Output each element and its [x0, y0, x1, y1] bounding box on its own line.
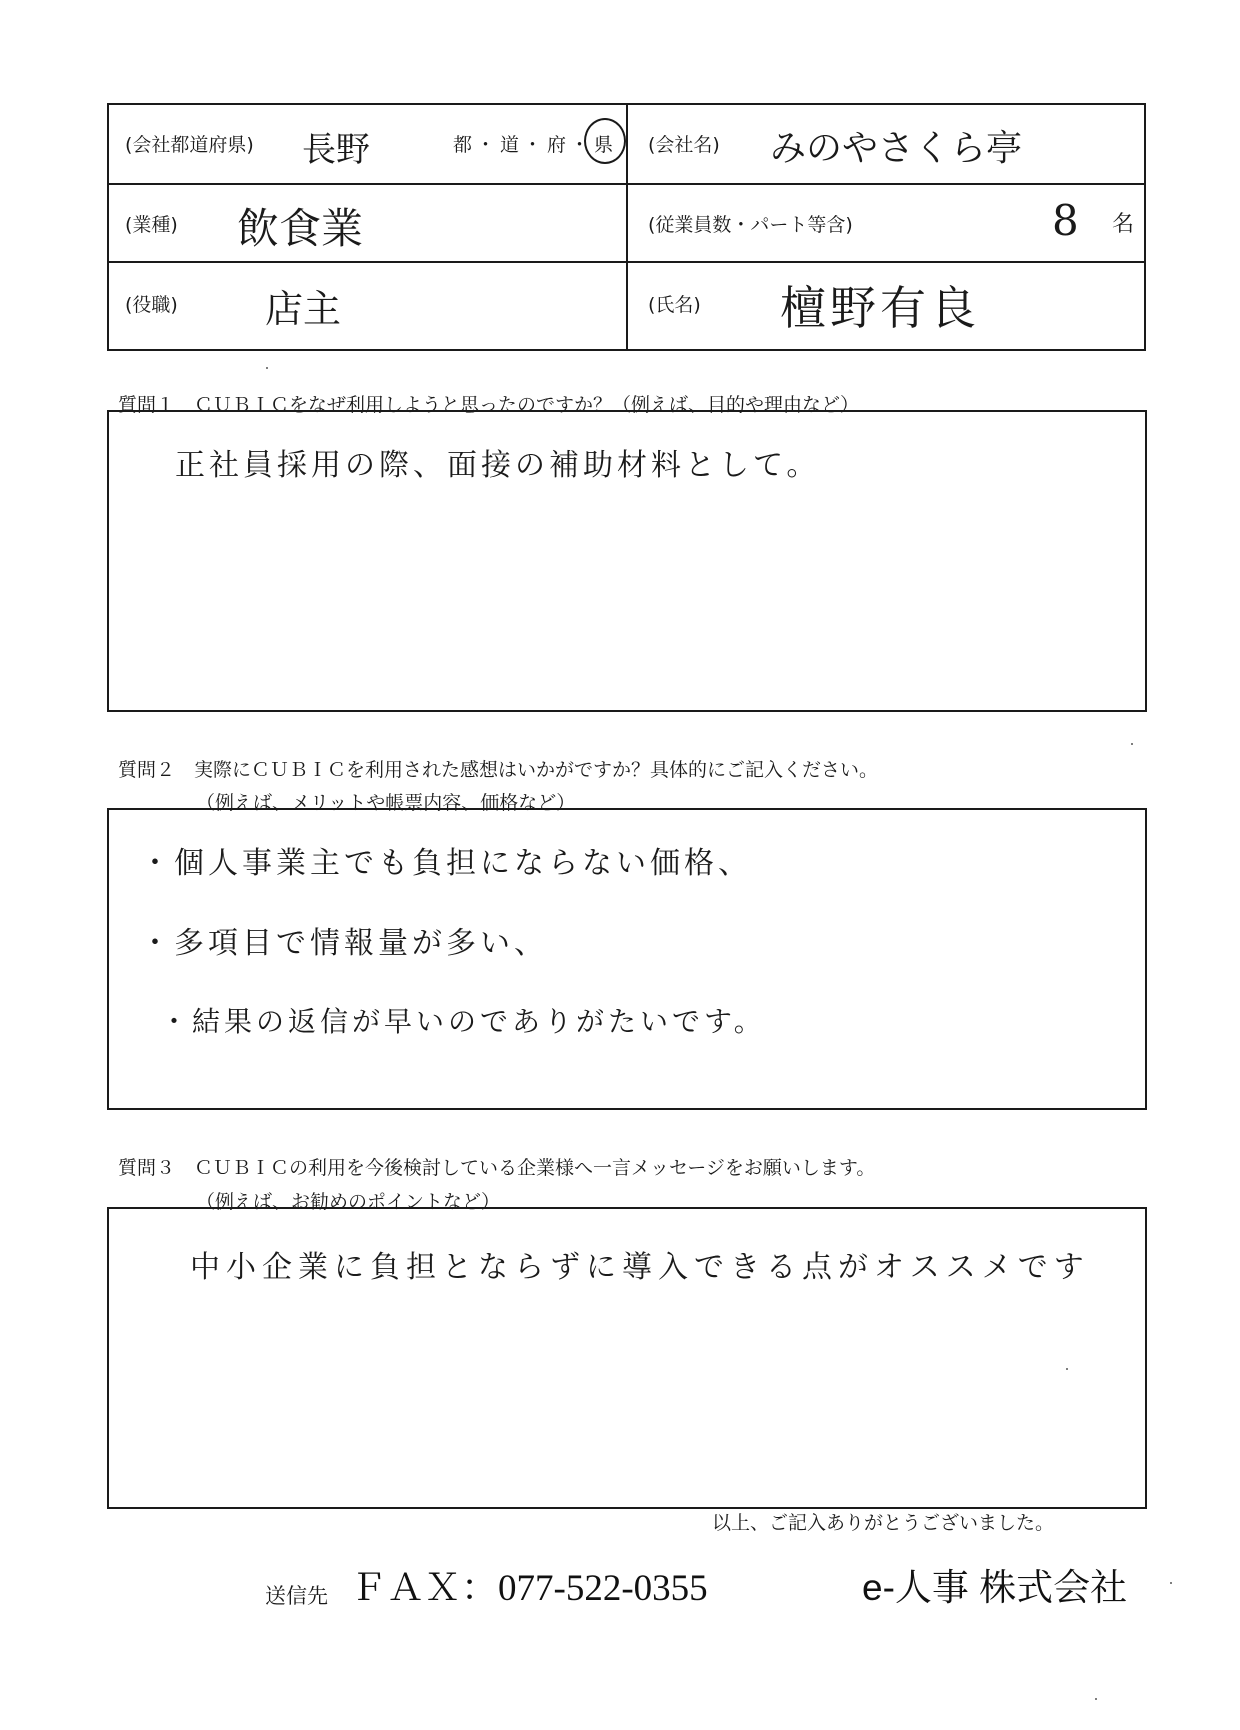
prefecture-value[interactable]: 長野 [302, 130, 370, 170]
option-separator: ・ [570, 134, 590, 156]
option-separator: ・ [523, 134, 543, 156]
company-value[interactable]: みのやさくら亭 [770, 128, 1023, 169]
question-2-title: 質問２ 実際にＣＵＢＩＣを利用された感想はいかがですか？具体的にご記入ください。 [118, 759, 879, 781]
fax-number: ＦＡＸ：077-522-0355 [350, 1568, 708, 1609]
industry-label: (業種) [125, 214, 178, 236]
scan-speck [1170, 1582, 1172, 1584]
employees-value[interactable]: 8 [1052, 196, 1079, 245]
industry-value[interactable]: 飲食業 [237, 204, 364, 253]
employees-label: (従業員数・パート等含) [648, 214, 853, 236]
question-2-answer-line: ・結果の返信が早いのでありがたいです。 [160, 1005, 766, 1038]
question-2-answer-line: ・多項目で情報量が多い、 [140, 926, 548, 961]
prefecture-selected-circle [584, 118, 626, 164]
prefecture-option-to: 都 [453, 134, 473, 156]
question-2-hint: （例えば、メリットや帳票内容、価格など） [196, 792, 576, 814]
employees-unit: 名 [1112, 212, 1135, 237]
question-3-answer-line: 中小企業に負担とならずに導入できる点がオススメです [190, 1250, 1090, 1285]
name-label: (氏名) [648, 294, 701, 316]
question-3-hint: （例えば、お勧めのポイントなど） [196, 1191, 501, 1213]
thanks-text: 以上、ご記入ありがとうございました。 [712, 1512, 1055, 1534]
scan-speck [1066, 1368, 1068, 1370]
position-value[interactable]: 店主 [265, 287, 342, 331]
header-row-divider-2 [107, 261, 1146, 263]
company-label: (会社名) [648, 134, 720, 156]
header-table-divider [626, 103, 628, 351]
question-3-title: 質問３ ＣＵＢＩＣの利用を今後検討している企業様へ一言メッセージをお願いします。 [118, 1157, 876, 1179]
scan-speck [266, 367, 268, 369]
prefecture-option-do: 道 [500, 134, 520, 156]
question-2-answer-line: ・個人事業主でも負担にならない価格、 [140, 846, 752, 881]
header-row-divider-1 [107, 183, 1146, 185]
question-1-answer-line: 正社員採用の際、面接の補助材料として。 [175, 448, 821, 483]
scan-speck [1131, 743, 1133, 745]
send-to-label: 送信先 [265, 1584, 328, 1608]
question-1-title: 質問１ ＣＵＢＩＣをなぜ利用しようと思ったのですか？（例えば、目的や理由など） [118, 394, 860, 416]
footer-company: e-人事 株式会社 [862, 1567, 1128, 1608]
scan-speck [1095, 1698, 1097, 1700]
position-label: (役職) [125, 294, 178, 316]
name-value[interactable]: 檀野有良 [780, 281, 980, 335]
prefecture-option-ken[interactable]: 県 [594, 134, 614, 156]
prefecture-option-fu: 府 [547, 134, 567, 156]
prefecture-label: (会社都道府県) [125, 134, 254, 156]
option-separator: ・ [476, 134, 496, 156]
